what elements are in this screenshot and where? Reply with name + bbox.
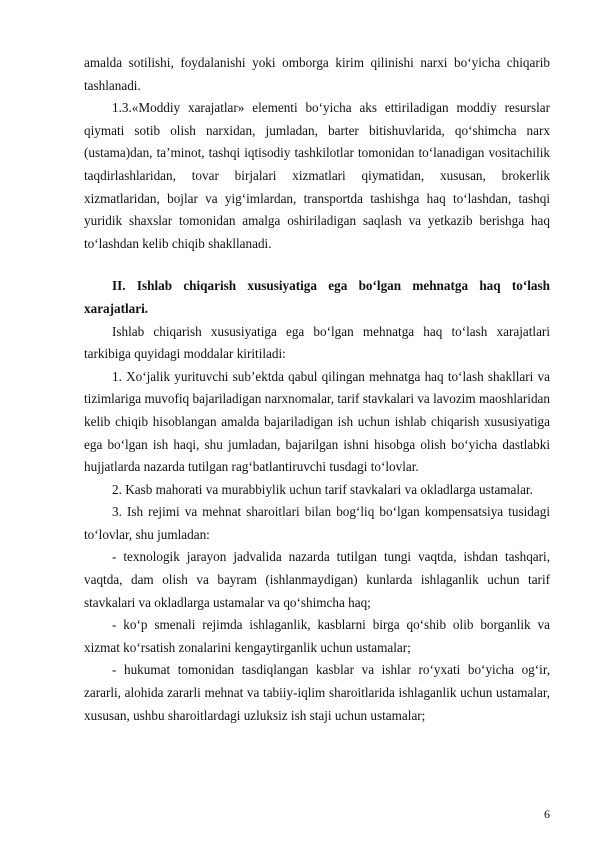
paragraph-labor-intro: Ishlab chiqarish xususiyatiga ega bo‘lgan mehnatga haq to‘lash xarajatlari tarkibiga quyidagi moddalar kiritiladi: — [84, 323, 550, 362]
paragraph-bullet-night-work: - texnologik jarayon jadvalida nazarda tutilgan tungi vaqtda, ishdan tashqari, vaqtda, dam olish va bayram (ishlanmaydigan) kunlarda ishlaganlik uchun tarif stavkalari va okladlarga ustamalar va qo‘shimcha haq; — [84, 549, 550, 610]
paragraph-bullet-hazardous: - hukumat tomonidan tasdiqlangan kasblar va ishlar ro‘yxati bo‘yicha og‘ir, zararli, alohida zararli mehnat va tabiiy-iqlim sharoitlarida ishlaganlik uchun ustamalar, xususan, ushbu sharoitlardagi uzluksiz ish staji uchun ustamalar; — [84, 662, 550, 723]
paragraph-item-3: 3. Ish rejimi va mehnat sharoitlari bilan bog‘liq bo‘lgan kompensatsiya tusidagi to‘lovlar, shu jumladan: — [84, 504, 550, 542]
paragraph-item-1: 1. Xo‘jalik yurituvchi sub’ektda qabul qilingan mehnatga haq to‘lash shakllari va tizimlariga muvofiq bajariladigan narxnomalar, tarif stavkalari va lavozim maoshlaridan kelib chiqib hisoblangan amalda bajariladigan ish uchun ishlab chiqarish xususiyatiga ega bo‘lgan ish haqi, shu jumladan, bajarilgan ishni hisobga olish bo‘yicha dastlabki hujjatlarda nazarda tutilgan rag‘batlantiruvchi tusdagi to‘lovlar. — [84, 368, 550, 475]
paragraph-material-costs: 1.3.«Moddiy xarajatlar» elementi bo‘yicha aks ettiriladigan moddiy resurslar qiymati sotib olish narxidan, jumladan, barter bitishuvlarida, qo‘shimcha narx (ustama)dan, ta’minot, tashqi iqtisodiy tashkilotlar tomonidan to‘lanadigan vositachilik taqdirlashlaridan, tovar birjalari xizmatlari qiymatidan, xususan, brokerlik xizmatlaridan, bojlar va yig‘imlardan, transportda tashishga haq to‘lashdan, tashqi yuridik shaxslar tomonidan amalga oshiriladigan saqlash va yetkazib berishga haq to‘lashdan kelib chiqib shakllanadi. — [84, 100, 550, 251]
paragraph-bullet-multi-shift: - ko‘p smenali rejimda ishlaganlik, kasblarni birga qo‘shib olib borganlik va xizmat ko‘rsatish zonalarini kengaytirganlik uchun ustamalar; — [84, 617, 550, 655]
paragraph-item-2: 2. Kasb mahorati va murabbiylik uchun tarif stavkalari va okladlarga ustamalar. — [112, 481, 533, 497]
paragraph-continuation: amalda sotilishi, foydalanishi yoki omborga kirim qilinishi narxi bo‘yicha chiqarib tashlanadi. — [84, 55, 550, 93]
document-page — [84, 52, 550, 727]
section-heading-labor-costs: II. Ishlab chiqarish xususiyatiga ega bo‘lgan mehnatga haq to‘lash xarajatlari. — [84, 278, 550, 316]
section-gap — [84, 255, 550, 275]
page-number: 6 — [544, 807, 550, 821]
